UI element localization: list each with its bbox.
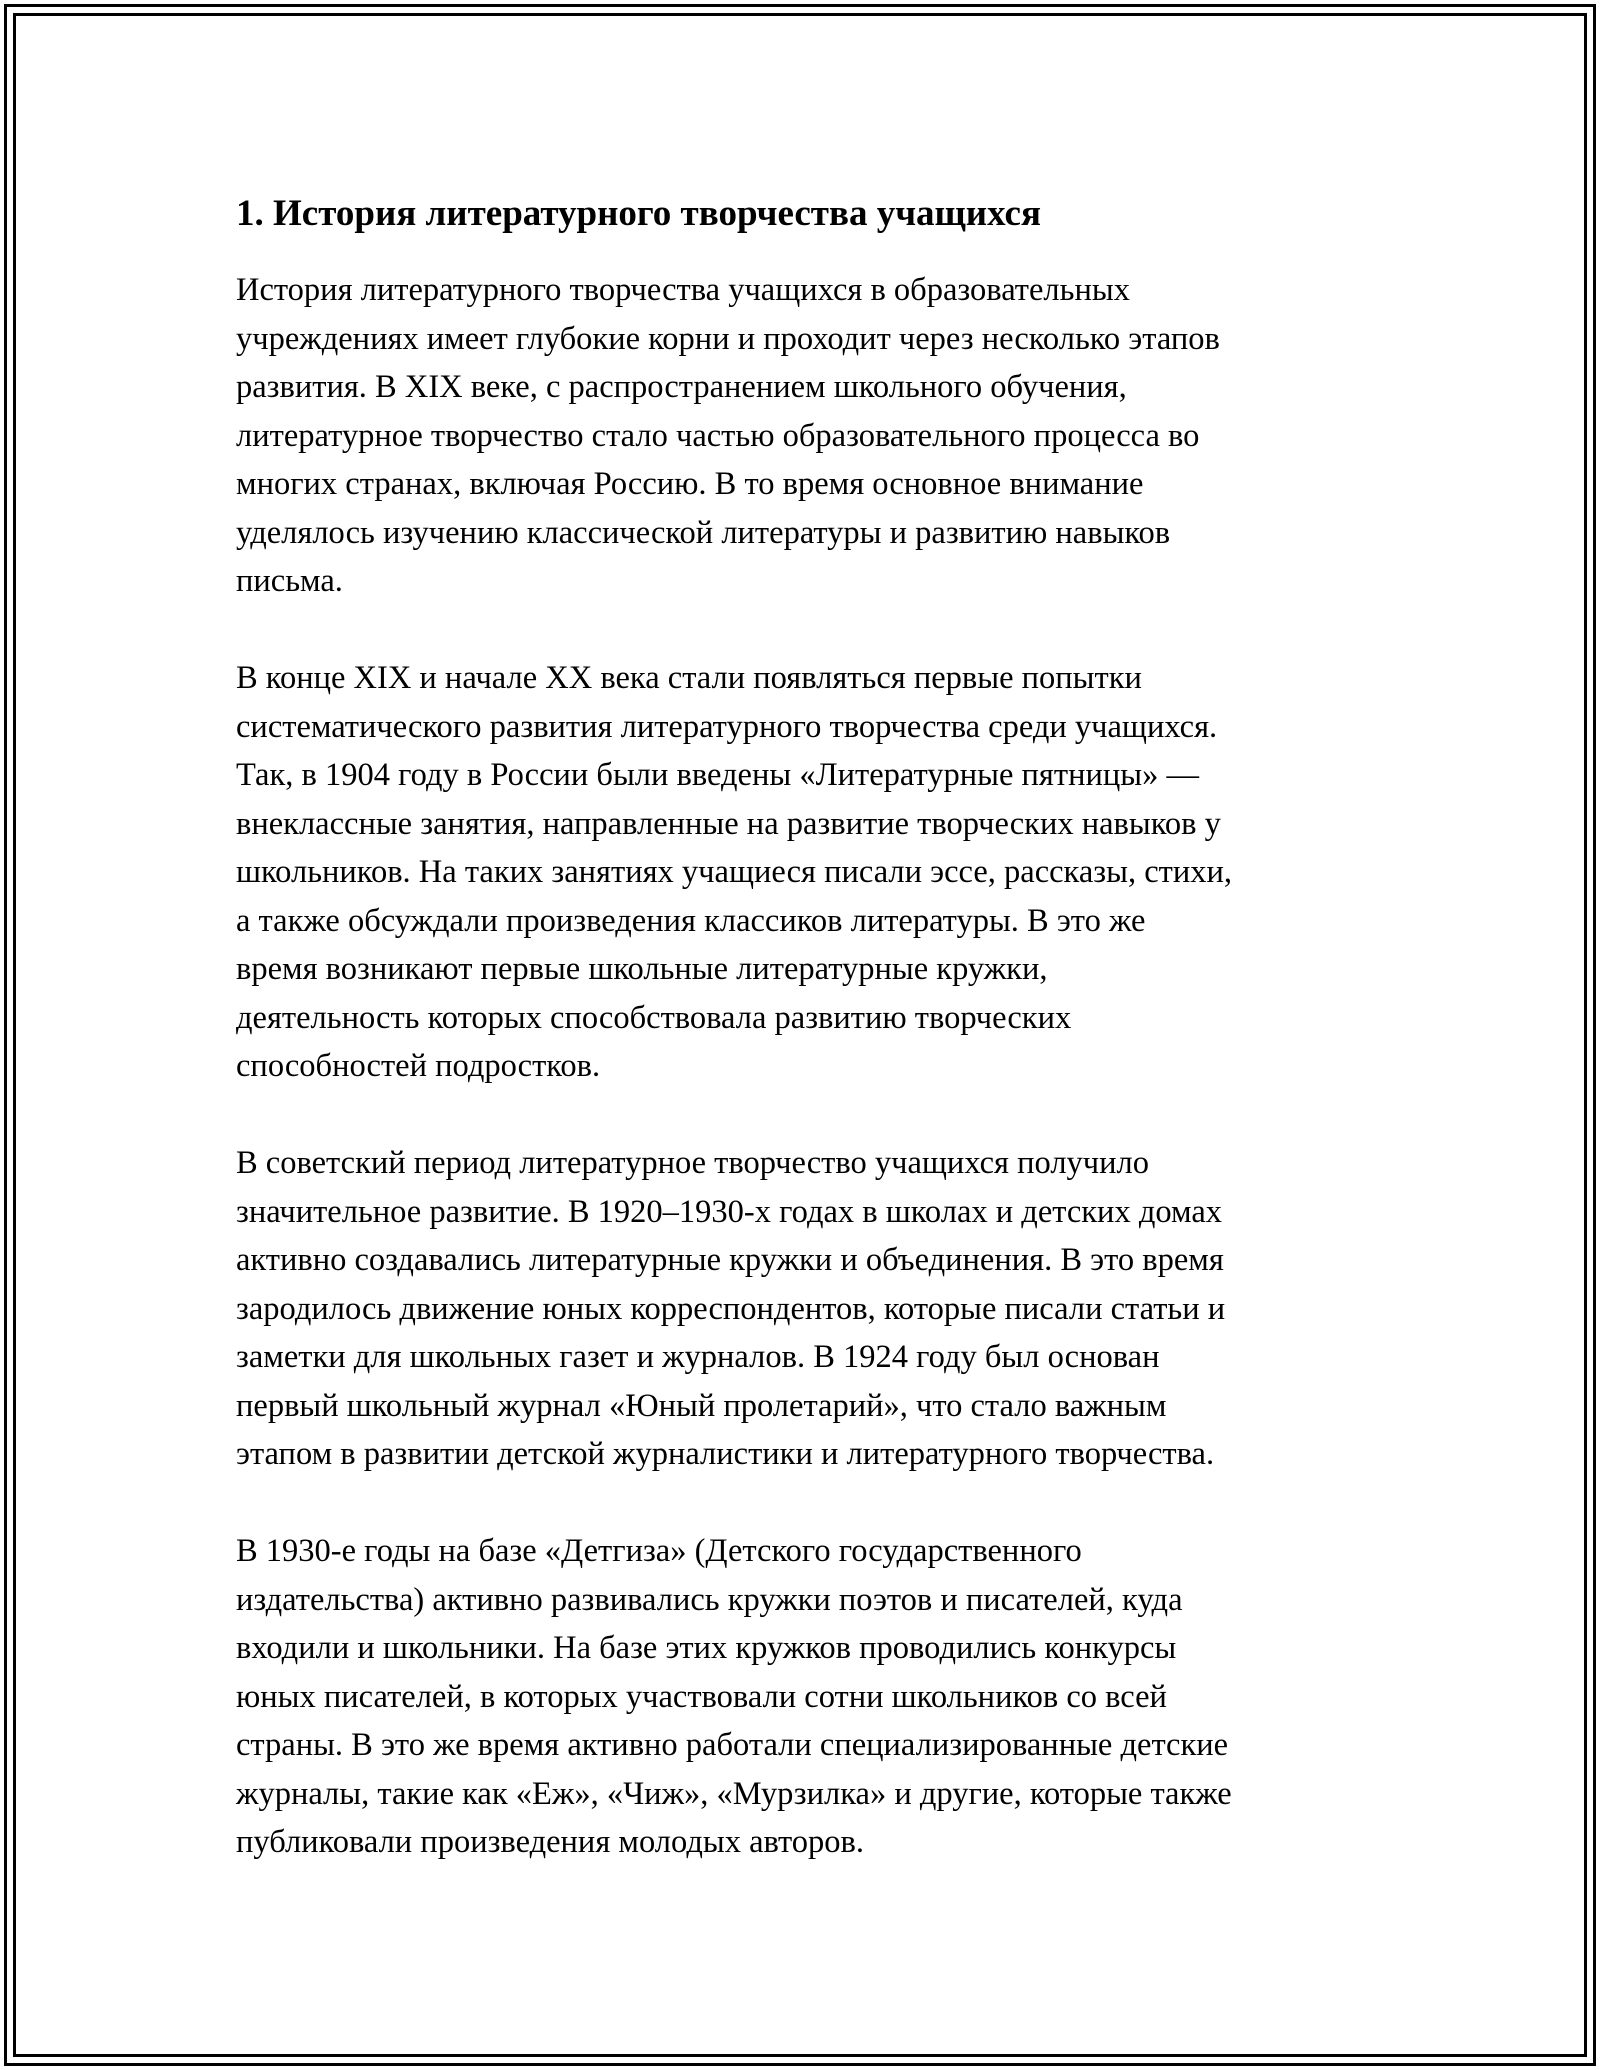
paragraph-3: В советский период литературное творчество учащихся получило значительное развитие. В 1920–1930-х годах в школах и детских домах активно создавались литературные кружки и объединения. В это время зародилось движение юных корреспондентов, которые писали статьи и заметки для школьных газет и журналов. В 1924 году был основан первый школьный журнал «Юный пролетарий», что стало важным этапом в развитии детской журналистики и литературного творчества. [236,1145,1226,1472]
paragraph-2: В конце XIX и начале XX века стали появляться первые попытки систематического развития литературного творчества среди учащихся. Так, в 1904 году в России были введены «Литературные пятницы» — внеклассные занятия, направленные на развитие творческих навыков у школьников. На таких занятиях учащиеся писали эссе, рассказы, стихи, а также обсуждали произведения классиков литературы. В это же время возникают первые школьные литературные кружки, деятельность которых способствовала развитию творческих способностей подростков. [236,660,1232,1084]
document-body [236,186,1376,1915]
section-heading: 1. История литературного творчества учащихся [236,193,1041,234]
paragraph-4: В 1930-е годы на базе «Детгиза» (Детского государственного издательства) активно развивались кружки поэтов и писателей, куда входили и школьники. На базе этих кружков проводились конкурсы юных писателей, в которых участвовали сотни школьников со всей страны. В это же время активно работали специализированные детские журналы, такие как «Еж», «Чиж», «Мурзилка» и другие, которые также публиковали произведения молодых авторов. [236,1533,1232,1860]
paragraph-1: История литературного творчества учащихся в образовательных учреждениях имеет глубокие корни и проходит через несколько этапов развития. В XIX веке, с распространением школьного обучения, литературное творчество стало частью образовательного процесса во многих странах, включая Россию. В то время основное внимание уделялось изучению классической литературы и развитию навыков письма. [236,272,1220,599]
